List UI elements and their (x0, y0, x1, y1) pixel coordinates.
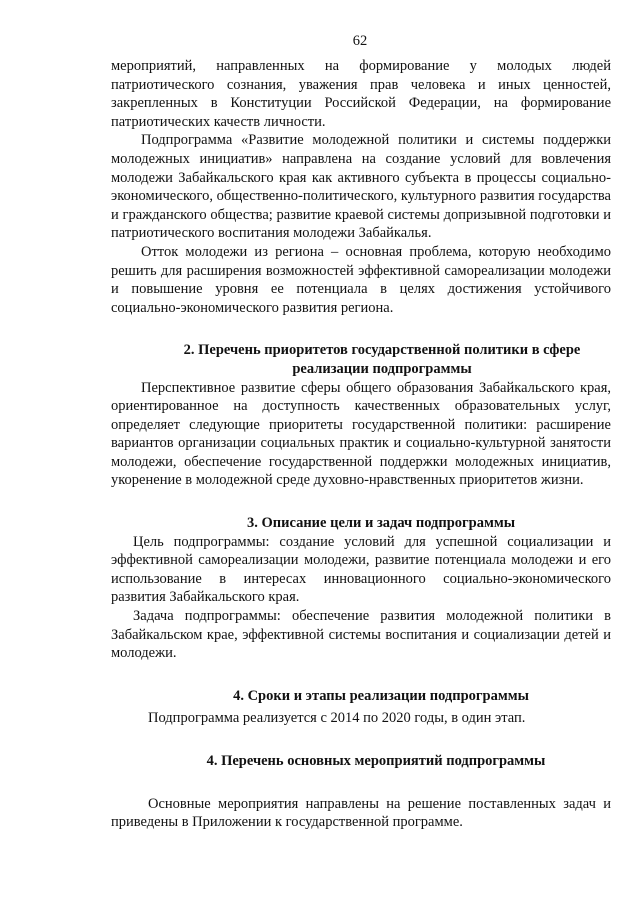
section-heading-timeline: 4. Сроки и этапы реализации подпрограммы (233, 687, 529, 704)
section-heading-main-activities: 4. Перечень основных мероприятий подпрограммы (206, 753, 546, 769)
paragraph-task: Задача подпрограммы: обеспечение развития молодежной политики в Забайкальском крае, эффективной системы воспитания и социализации детей и молодежи. (111, 608, 611, 662)
section-heading-goals: 3. Описание цели и задач подпрограммы (246, 515, 516, 532)
paragraph-subprogram-purpose: Подпрограмма «Развитие молодежной политики и системы поддержки молодежных инициатив» направлена на создание условий для вовлечения молодежи Забайкальского края как активного субъекта в процессы социально-экономического, общественно-политического, культурного развития государства и гражданского общества; развитие краевой системы допризывной подготовки и патриотического воспитания молодежи Забайкалья. (111, 132, 611, 242)
page-content (111, 57, 611, 832)
paragraph-timeline: Подпрограмма реализуется с 2014 по 2020 годы, в один этап. (148, 710, 526, 727)
paragraph-priorities: Перспективное развитие сферы общего образования Забайкальского края, ориентированное на доступность качественных образовательных услуг, определяет следующие приоритеты государственной политики: расширение вариантов организации социальных практик и социально-культурной занятости молодежи, обеспечение государственной поддержки молодежных инициатив, укоренение в молодежной среде духовно-нравственных приоритетов жизни. (111, 379, 611, 489)
page-number: 62 (352, 33, 368, 49)
paragraph-continuation: мероприятий, направленных на формирование у молодых людей патриотического сознания, уважения прав человека и иных ценностей, закрепленных в Конституции Российской Федерации, на формирование патриотических качеств личности. (111, 58, 611, 130)
paragraph-goal: Цель подпрограммы: создание условий для успешной социализации и эффективной самореализации молодежи, развитие потенциала молодежи и его использование в интересах инновационного социально-экономического развития Забайкальского края. (111, 533, 611, 606)
section-heading-priorities: 2. Перечень приоритетов государственной политики в сфере реализации подпрограммы (183, 342, 581, 377)
paragraph-main-activities: Основные мероприятия направлены на решение поставленных задач и приведены в Приложении к государственной программе. (111, 795, 611, 831)
paragraph-youth-outflow: Отток молодежи из региона – основная проблема, которую необходимо решить для расширения возможностей эффективной самореализации молодежи и повышение уровня ее потенциала в целях достижения устойчивого социально-экономического развития региона. (111, 243, 611, 316)
